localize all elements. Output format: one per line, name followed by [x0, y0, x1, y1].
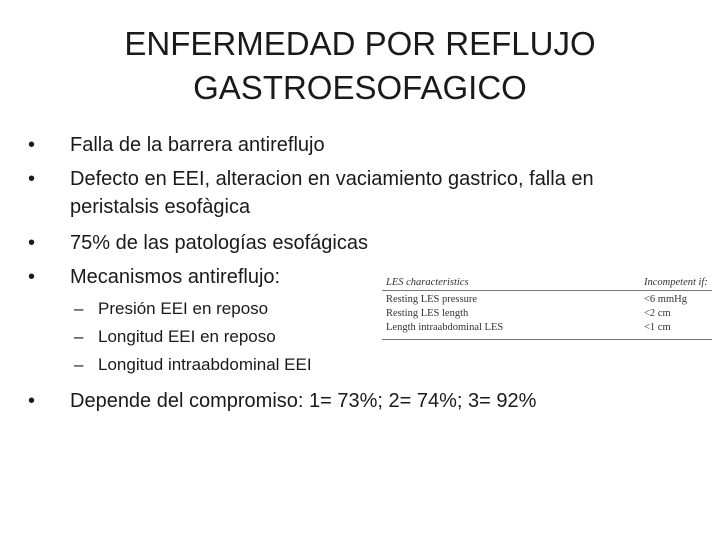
bullet-item [28, 388, 536, 414]
table-header-left: LES characteristics [386, 277, 469, 288]
table-cell-value: <2 cm [644, 308, 671, 319]
title-line-2: GASTROESOFAGICO [193, 69, 527, 106]
table-row [382, 294, 712, 307]
table-cell-label: Resting LES length [386, 308, 469, 319]
table-cell-label: Resting LES pressure [386, 294, 477, 305]
bullet-item [28, 230, 368, 256]
sub-bullet-text: Presión EEI en reposo [98, 299, 269, 318]
table-bottom-rule [382, 339, 712, 340]
sub-bullet-dash: – [74, 355, 84, 374]
table-cell-value: <1 cm [644, 322, 671, 333]
bullet-dot: • [28, 390, 36, 412]
bullet-dot: • [28, 266, 36, 288]
bullet-item [28, 132, 325, 158]
sub-bullet-dash: – [74, 299, 84, 318]
table-header-right: Incompetent if: [644, 277, 708, 288]
bullet-continuation [28, 194, 250, 220]
slide-title [0, 22, 720, 110]
table-cell-value: <6 mmHg [644, 294, 687, 305]
bullet-text: Defecto en EEI, alteracion en vaciamiento gastrico, falla en [70, 168, 594, 190]
bullet-dot: • [28, 168, 36, 190]
bullet-dot: • [28, 232, 36, 254]
bullet-item [28, 264, 280, 290]
table-header [382, 276, 712, 291]
table-row [382, 308, 712, 321]
title-line-1: ENFERMEDAD POR REFLUJO [124, 25, 596, 62]
table-row [382, 322, 712, 335]
bullet-item [28, 166, 594, 192]
les-characteristics-table [382, 276, 712, 342]
bullet-text: Falla de la barrera antireflujo [70, 134, 325, 156]
sub-bullet-item [74, 354, 312, 376]
sub-bullet-dash: – [74, 327, 84, 346]
sub-bullet-item [74, 298, 268, 320]
bullet-dot: • [28, 134, 36, 156]
bullet-text: 75% de las patologías esofágicas [70, 232, 368, 254]
table-cell-label: Length intraabdominal LES [386, 322, 504, 333]
bullet-text: Depende del compromiso: 1= 73%; 2= 74%; 3= 92% [70, 390, 537, 412]
sub-bullet-item [74, 326, 276, 348]
bullet-text: peristalsis esofàgica [70, 196, 251, 218]
sub-bullet-text: Longitud EEI en reposo [98, 327, 276, 346]
sub-bullet-text: Longitud intraabdominal EEI [98, 355, 312, 374]
bullet-text: Mecanismos antireflujo: [70, 266, 281, 288]
